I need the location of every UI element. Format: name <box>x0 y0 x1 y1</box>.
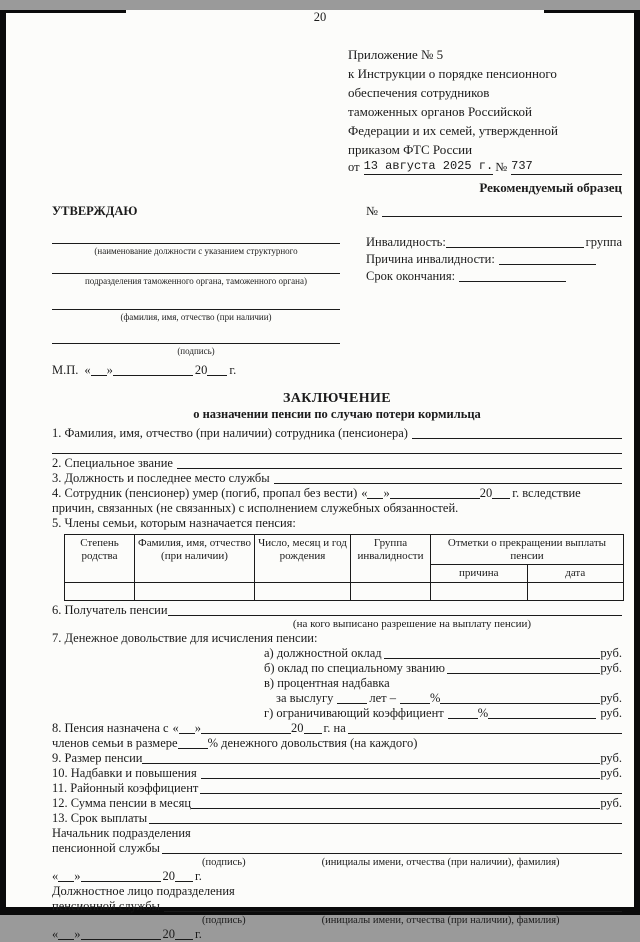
signature-2-role-2: пенсионной службы <box>52 898 160 913</box>
item-7 <box>52 631 622 646</box>
appendix-block <box>348 45 622 196</box>
item-1-label: 1. Фамилия, имя, отчество (при наличии) сотрудника (пенсионера) <box>52 426 408 440</box>
col-header-date: дата <box>527 565 624 583</box>
item-7c-line <box>276 691 622 706</box>
table-cell <box>255 582 351 600</box>
year-prefix: 20 <box>291 720 304 735</box>
recommended-sample-label: Рекомендуемый образец <box>479 180 622 195</box>
blank-line <box>390 489 480 499</box>
item-8-tail: г. на <box>323 720 346 735</box>
close-quote: » <box>194 720 202 735</box>
blank-line <box>201 724 291 734</box>
year-prefix: 20 <box>162 868 175 883</box>
blank-line <box>142 754 600 764</box>
item-4-label: 4. Сотрудник (пенсионер) умер (погиб, пропал без вести) <box>52 486 358 500</box>
item-8-line-2 <box>52 736 622 751</box>
term-end-label: Срок окончания: <box>366 269 456 283</box>
blank-line <box>200 784 622 794</box>
approve-caption-3: (фамилия, имя, отчество (при наличии) <box>120 312 272 322</box>
item-6-caption: (на кого выписано разрешение на выплату пенсии) <box>292 617 532 630</box>
item-4-line-1 <box>52 486 622 501</box>
blank-line <box>52 444 622 454</box>
open-quote: « <box>84 363 91 377</box>
blank-line <box>488 709 596 719</box>
blank-line <box>58 872 74 882</box>
item-11 <box>52 781 622 796</box>
signature-2-captions <box>52 914 622 927</box>
col-header-birthdate: Число, месяц и год рождения <box>255 535 351 583</box>
table-cell <box>135 582 255 600</box>
case-no-line <box>366 204 622 219</box>
blank-line <box>162 844 622 854</box>
blank-line <box>400 694 430 704</box>
blank-line <box>149 814 622 824</box>
item-8-continuation: членов семьи в размере <box>52 735 178 750</box>
percent-sign: % <box>429 690 441 705</box>
approve-block <box>52 204 340 378</box>
blank-line <box>412 429 622 439</box>
item-1-continuation <box>52 441 622 456</box>
signature-1-date-line <box>52 869 622 884</box>
item-13-label: 13. Срок выплаты <box>52 810 148 825</box>
item-8-percent-tail: % денежного довольствия (на каждого) <box>207 735 418 750</box>
rub-label: руб. <box>600 690 622 705</box>
item-10 <box>52 766 622 781</box>
rub-label: руб. <box>600 750 622 765</box>
year-prefix: 20 <box>162 926 175 941</box>
blank-line <box>274 474 622 484</box>
blank-line <box>52 334 340 344</box>
table-cell <box>527 582 624 600</box>
approve-title: УТВЕРЖДАЮ <box>52 204 138 218</box>
item-10-label: 10. Надбавки и повышения <box>52 765 197 780</box>
signature-caption: (подпись) <box>202 914 246 926</box>
rub-label: руб. <box>600 645 622 660</box>
service-years-label: за выслугу <box>276 690 334 705</box>
blank-line <box>164 902 622 912</box>
close-quote: » <box>383 486 390 500</box>
year-prefix: 20 <box>194 363 208 377</box>
blank-line <box>492 489 510 499</box>
scanned-form-page <box>0 10 640 941</box>
item-7c-detail <box>276 691 622 706</box>
item-1 <box>52 426 622 441</box>
year-suffix: г. <box>195 868 202 883</box>
item-6-label: 6. Получатель пенсии <box>52 602 168 617</box>
appendix-line: Приложение № 5 <box>348 47 444 62</box>
appendix-line: к Инструкции о порядке пенсионного <box>348 66 557 81</box>
order-date-line <box>348 159 622 175</box>
blank-line <box>113 366 193 376</box>
item-13 <box>52 811 622 826</box>
group-label: группа <box>585 235 622 249</box>
close-quote: » <box>74 926 81 941</box>
item-7c-label: в) процентная надбавка <box>264 675 390 690</box>
disability-cause-label: Причина инвалидности: <box>366 252 495 266</box>
disability-line <box>366 235 622 250</box>
item-12-label: 12. Сумма пенсии в месяц <box>52 795 192 810</box>
signature-2-role-line-1 <box>52 884 622 899</box>
item-8-label: 8. Пенсия назначена с <box>52 720 169 735</box>
blank-line <box>191 799 600 809</box>
blank-line <box>177 459 622 469</box>
item-4-continuation: причин, связанных (не связанных) с исполнением служебных обязанностей. <box>52 501 459 515</box>
blank-line <box>175 872 193 882</box>
blank-line <box>348 724 622 734</box>
signature-1-role-2: пенсионной службы <box>52 840 160 855</box>
signature-1-role-1: Начальник подразделения <box>52 825 191 840</box>
col-header-disability-group: Группа инвалидности <box>351 535 431 583</box>
item-4-line-2 <box>52 501 622 516</box>
signature-1-role-line-1 <box>52 826 622 841</box>
col-header-name: Фамилия, имя, отчество (при наличии) <box>135 535 255 583</box>
years-dash-label: лет – <box>369 690 396 705</box>
blank-line <box>447 664 600 674</box>
scan-artifact <box>544 10 634 13</box>
signature-2-role-line-2 <box>52 899 622 914</box>
item-6 <box>52 603 622 618</box>
item-7a-label: а) должностной оклад <box>264 645 382 660</box>
rub-label: руб. <box>600 765 622 780</box>
appendix-line: приказом ФТС России <box>348 142 473 157</box>
form-items <box>52 426 622 942</box>
blank-line <box>52 234 340 244</box>
table-header-row-1 <box>65 535 624 565</box>
blank-line <box>52 300 340 310</box>
blank-line <box>207 366 227 376</box>
year-suffix: г. <box>229 363 237 377</box>
stamp-label: М.П. <box>52 363 79 377</box>
open-quote: « <box>52 868 59 883</box>
blank-line <box>168 606 622 616</box>
blank-line <box>499 255 596 265</box>
blank-line <box>178 739 208 749</box>
blank-line <box>175 930 193 940</box>
disability-label: Инвалидность: <box>366 235 446 249</box>
item-5 <box>52 516 622 531</box>
blank-line <box>91 366 107 376</box>
year-suffix: г. <box>195 926 202 941</box>
close-quote: » <box>74 868 81 883</box>
item-4-tail: г. вследствие <box>512 486 581 500</box>
initials-caption: (инициалы имени, отчества (при наличии), фамилия) <box>321 856 560 868</box>
col-header-termination: Отметки о прекращении выплаты пенсии <box>431 535 624 565</box>
col-header-kinship: Степень родства <box>65 535 135 583</box>
item-2-label: 2. Специальное звание <box>52 456 173 470</box>
item-7a <box>264 646 622 661</box>
table-empty-row <box>65 582 624 600</box>
item-7d-label: г) ограничивающий коэффициент <box>264 705 444 720</box>
item-7-label: 7. Денежное довольствие для исчисления пенсии: <box>52 630 318 645</box>
blank-line <box>384 649 601 659</box>
signature-1-captions <box>52 856 622 869</box>
term-end-line <box>366 269 622 284</box>
signature-2-date-line <box>52 927 622 942</box>
blank-line <box>52 264 340 274</box>
open-quote: « <box>52 926 59 941</box>
appendix-line: обеспечения сотрудников <box>348 85 490 100</box>
percent-sign: % <box>477 705 489 720</box>
item-9 <box>52 751 622 766</box>
order-date-value: 13 августа 2025 г. <box>363 159 494 173</box>
initials-caption: (инициалы имени, отчества (при наличии), фамилия) <box>321 914 560 926</box>
blank-line <box>58 930 74 940</box>
appendix-line: Федерации и их семей, утвержденной <box>348 123 558 138</box>
table-cell <box>431 582 528 600</box>
blank-line <box>201 769 601 779</box>
item-3-label: 3. Должность и последнее место службы <box>52 471 270 485</box>
case-no-label: № <box>366 204 378 218</box>
signature-caption: (подпись) <box>202 856 246 868</box>
item-7b-label: б) оклад по специальному званию <box>264 660 445 675</box>
item-3 <box>52 471 622 486</box>
disability-cause-line <box>366 252 622 267</box>
blank-line <box>448 709 478 719</box>
approve-caption-2: подразделения таможенного органа, таможенного органа) <box>84 276 307 286</box>
table-cell <box>351 582 431 600</box>
blank-line <box>446 238 584 248</box>
item-11-label: 11. Районный коэффициент <box>52 780 199 795</box>
conclusion-subtitle: о назначении пенсии по случаю потери кормильца <box>193 407 481 421</box>
item-2 <box>52 456 622 471</box>
rub-label: руб. <box>600 660 622 675</box>
blank-line <box>337 694 367 704</box>
open-quote: « <box>361 486 368 500</box>
item-8-line-1 <box>52 721 622 736</box>
item-7b <box>264 661 622 676</box>
appendix-line: таможенных органов Российской <box>348 104 533 119</box>
col-header-cause: причина <box>431 565 528 583</box>
case-number-block <box>366 204 622 378</box>
rub-label: руб. <box>600 705 622 720</box>
scan-artifact <box>6 10 126 13</box>
blank-line <box>459 272 566 282</box>
signature-1-role-line-2 <box>52 841 622 856</box>
blank-line <box>81 872 161 882</box>
stamp-date-line <box>52 363 340 378</box>
table-cell <box>65 582 135 600</box>
conclusion-title: ЗАКЛЮЧЕНИЕ <box>282 391 392 406</box>
signature-2-role-1: Должностное лицо подразделения <box>52 883 235 898</box>
item-7-sublist <box>264 646 622 691</box>
item-9-label: 9. Размер пенсии <box>52 750 143 765</box>
item-5-label: 5. Члены семьи, которым назначается пенсия: <box>52 516 296 530</box>
family-members-table <box>64 534 624 601</box>
close-quote: » <box>106 363 113 377</box>
item-12 <box>52 796 622 811</box>
item-7d <box>264 706 622 721</box>
open-quote: « <box>172 720 179 735</box>
order-from-label: от <box>348 160 360 174</box>
year-prefix: 20 <box>479 486 493 500</box>
blank-line <box>179 724 195 734</box>
blank-line <box>440 694 600 704</box>
order-number-value: 737 <box>511 159 622 175</box>
item-7d-wrap <box>264 706 622 721</box>
blank-line <box>81 930 161 940</box>
order-no-label: № <box>495 160 508 174</box>
blank-line <box>304 724 322 734</box>
approve-caption-1: (наименование должности с указанием структурного <box>94 246 298 256</box>
blank-line <box>367 489 383 499</box>
rub-label: руб. <box>600 795 622 810</box>
header-two-columns <box>52 204 622 378</box>
page-number: 20 <box>313 10 327 24</box>
blank-line <box>382 207 622 217</box>
approve-caption-4: (подпись) <box>177 346 215 356</box>
item-7c <box>264 676 622 691</box>
